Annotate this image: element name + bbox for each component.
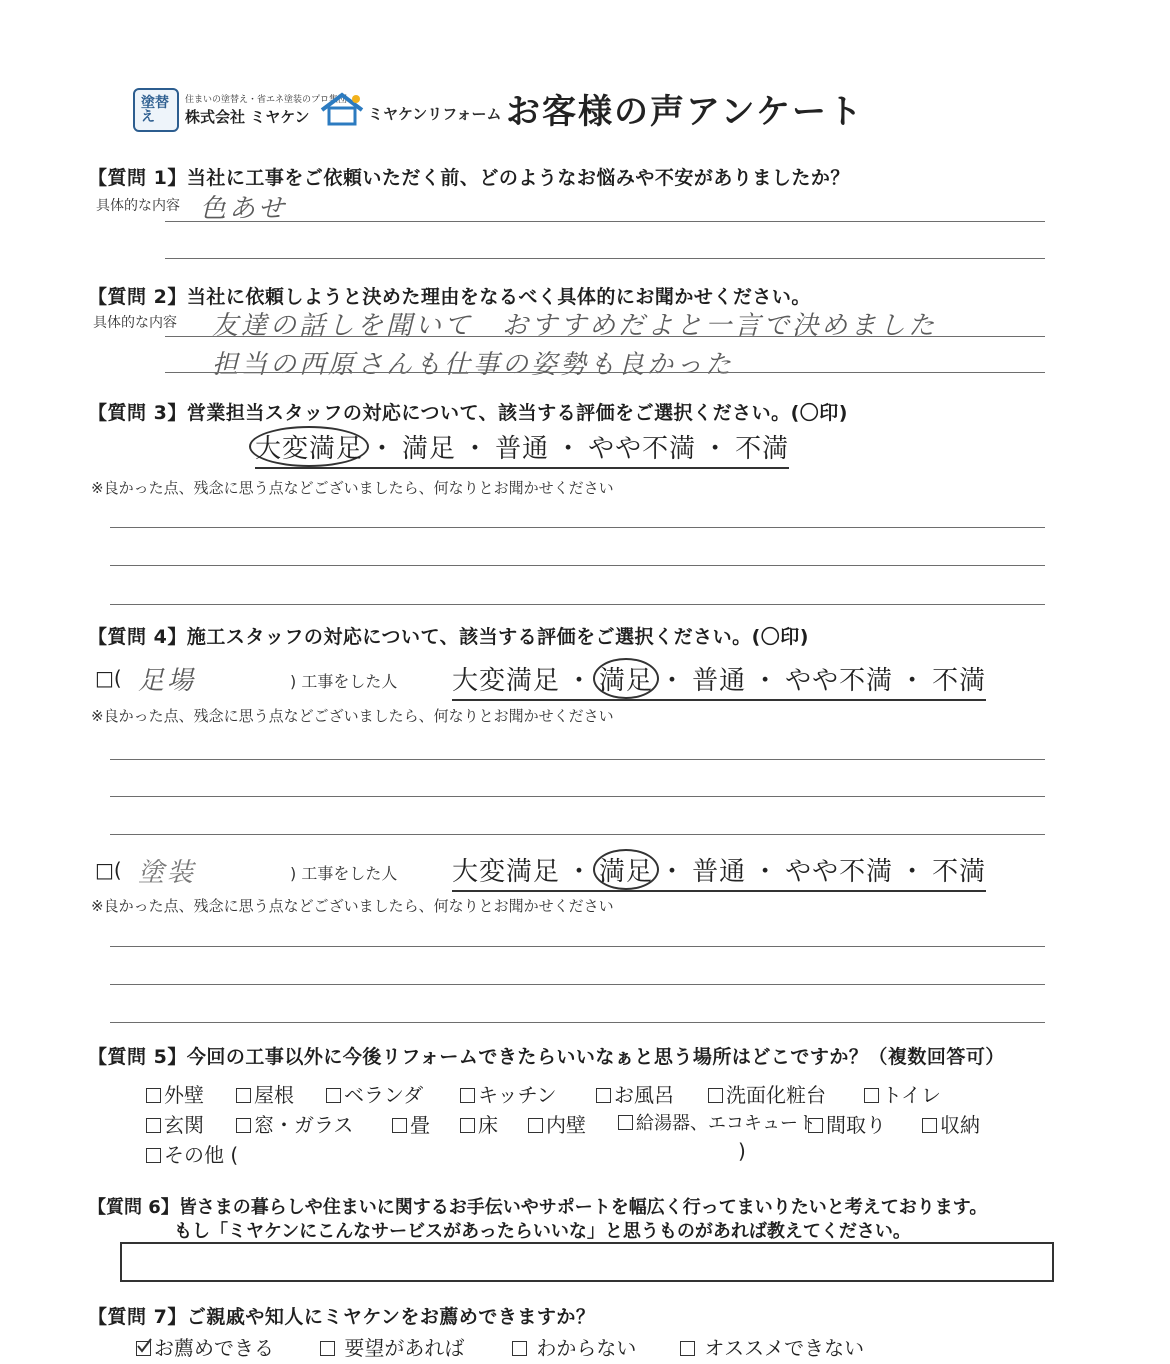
checkbox[interactable] (236, 1118, 251, 1133)
q3-rating-neutral[interactable]: 普通 (495, 434, 550, 464)
q5-option-kitchen[interactable]: キッチン (460, 1079, 557, 1108)
q5-option-vanity[interactable]: 洗面化粧台 (708, 1079, 826, 1108)
q4-entry-2-comment-prompt: ※良かった点、残念に思う点などございましたら、何なりとお聞かせください (91, 897, 614, 915)
checkbox[interactable] (512, 1341, 527, 1356)
q3-comment-line (110, 565, 1045, 566)
company-name: 株式会社 ミヤケン (185, 108, 310, 126)
miyaken-logo-mark: 塗替え (133, 88, 179, 132)
q4-comment-line (110, 759, 1045, 760)
q7-option-if-requested[interactable]: 要望があれば (320, 1332, 464, 1361)
question-2-label: 【質問 2】当社に依頼しようと決めた理由をなるべく具体的にお聞かせください。 (88, 286, 811, 308)
checkbox[interactable] (618, 1115, 633, 1130)
q4-comment-line (110, 1022, 1045, 1023)
q4-entry-1-rating-neutral[interactable]: 普通 (692, 666, 747, 696)
checkbox[interactable] (864, 1088, 879, 1103)
question-5-label: 【質問 5】今回の工事以外に今後リフォームできたらいいなぁと思う場所はどこですか？（複数回答可） (88, 1046, 1005, 1068)
q3-rating-scale: 大変満足 ・ 満足 ・ 普通 ・ やや不満 ・ 不満 (255, 428, 789, 469)
checkbox[interactable] (326, 1088, 341, 1103)
checkbox[interactable] (528, 1118, 543, 1133)
checkbox[interactable] (146, 1118, 161, 1133)
q4-entry-1-suffix: ) 工事をした人 (290, 672, 398, 691)
q3-comment-line (110, 527, 1045, 528)
checkbox[interactable] (146, 1088, 161, 1103)
question-4-label: 【質問 4】施工スタッフの対応について、該当する評価をご選択ください。(〇印) (88, 626, 809, 648)
q1-answer-line (165, 221, 1045, 222)
q5-other-close: ) (738, 1139, 746, 1163)
q3-comment-prompt: ※良かった点、残念に思う点などございましたら、何なりとお聞かせください (91, 479, 614, 497)
q4-entry-1-rating-somewhat-dissatisfied[interactable]: やや不満 (785, 666, 894, 696)
q4-entry-2-rating-satisfied[interactable]: 満足 (593, 849, 659, 890)
q2-detail-label: 具体的な内容 (93, 315, 177, 331)
q4-entry-1-prefix: □( (95, 666, 122, 690)
checkbox[interactable] (460, 1088, 475, 1103)
q7-option-cannot-recommend[interactable]: オススメできない (680, 1332, 864, 1361)
question-3-label: 【質問 3】営業担当スタッフの対応について、該当する評価をご選択ください。(〇印) (88, 402, 848, 424)
q4-entry-2-rating-scale: 大変満足 ・ 満足 ・ 普通 ・ やや不満 ・ 不満 (452, 851, 986, 892)
q5-option-other[interactable]: その他 ( (146, 1139, 238, 1168)
q4-comment-line (110, 796, 1045, 797)
q1-answer-line (165, 258, 1045, 259)
reform-brand: ミヤケンリフォーム (368, 105, 502, 123)
question-6-label-line-2: もし「ミヤケンにこんなサービスがあったらいいな」と思うものがあれば教えてください。 (174, 1221, 911, 1242)
q5-option-roof[interactable]: 屋根 (236, 1079, 294, 1108)
q5-option-interior-wall[interactable]: 内壁 (528, 1109, 586, 1138)
q5-option-bath[interactable]: お風呂 (596, 1079, 674, 1108)
q3-rating-satisfied[interactable]: 満足 (402, 434, 457, 464)
q5-option-exterior-wall[interactable]: 外壁 (146, 1079, 204, 1108)
checkbox[interactable] (460, 1118, 475, 1133)
house-icon (320, 92, 364, 126)
q5-option-entrance[interactable]: 玄関 (146, 1109, 204, 1138)
q4-entry-1-rating-scale: 大変満足 ・ 満足 ・ 普通 ・ やや不満 ・ 不満 (452, 660, 986, 701)
q4-entry-1-rating-very-satisfied[interactable]: 大変満足 (452, 666, 561, 696)
page-title: お客様の声アンケート (506, 92, 864, 132)
q4-entry-1-comment-prompt: ※良かった点、残念に思う点などございましたら、何なりとお聞かせください (91, 707, 614, 725)
checkbox[interactable] (708, 1088, 723, 1103)
q4-entry-2-rating-somewhat-dissatisfied[interactable]: やや不満 (785, 857, 894, 887)
q7-option-not-sure[interactable]: わからない (512, 1332, 636, 1361)
checkbox[interactable] (236, 1088, 251, 1103)
q5-option-floor-plan[interactable]: 間取り (808, 1109, 886, 1138)
q5-option-floor[interactable]: 床 (460, 1109, 498, 1138)
q3-rating-very-satisfied[interactable]: 大変満足 (249, 426, 369, 467)
q4-comment-line (110, 984, 1045, 985)
q5-option-water-heater[interactable]: 給湯器、エコキュート (618, 1109, 816, 1135)
question-6-label-line-1: 【質問 6】皆さまの暮らしや住まいに関するお手伝いやサポートを幅広く行ってまいりたいと考えております。 (88, 1197, 988, 1218)
question-7-label: 【質問 7】ご親戚や知人にミヤケンをお薦めできますか？ (88, 1306, 596, 1328)
checkbox[interactable] (680, 1341, 695, 1356)
company-tagline: 住まいの塗替え・省エネ塗装のプロ集団 (185, 95, 348, 105)
q4-entry-2-rating-dissatisfied[interactable]: 不満 (932, 857, 987, 887)
q4-entry-2-rating-very-satisfied[interactable]: 大変満足 (452, 857, 561, 887)
checkbox[interactable] (596, 1088, 611, 1103)
q5-option-toilet[interactable]: トイレ (864, 1079, 941, 1108)
q4-entry-2-suffix: ) 工事をした人 (290, 864, 398, 883)
q5-option-storage[interactable]: 収納 (922, 1109, 980, 1138)
checkbox[interactable] (808, 1118, 823, 1133)
q5-option-tatami[interactable]: 畳 (392, 1109, 430, 1138)
q2-answer-line (165, 372, 1045, 373)
q4-entry-2-work[interactable]: 塗装 (138, 858, 197, 888)
q5-option-veranda[interactable]: ベランダ (326, 1079, 423, 1108)
q4-entry-1-rating-satisfied[interactable]: 満足 (593, 658, 659, 699)
q2-answer-line (165, 336, 1045, 337)
q3-rating-dissatisfied[interactable]: 不満 (735, 434, 790, 464)
q1-detail-label: 具体的な内容 (96, 198, 180, 214)
checkbox[interactable] (392, 1118, 407, 1133)
question-1-label: 【質問 1】当社に工事をご依頼いただく前、どのようなお悩みや不安がありましたか？ (88, 167, 850, 189)
checkbox[interactable] (146, 1148, 161, 1163)
checkbox[interactable] (320, 1341, 335, 1356)
q4-entry-1-work[interactable]: 足場 (138, 666, 197, 696)
check-icon (136, 1338, 152, 1354)
q4-entry-2-rating-neutral[interactable]: 普通 (692, 857, 747, 887)
q4-comment-line (110, 946, 1045, 947)
q2-answer-line-1[interactable]: 友達の話しを聞いて おすすめだよと一言で決めました (212, 311, 938, 341)
q5-option-window-glass[interactable]: 窓・ガラス (236, 1109, 353, 1138)
q3-comment-line (110, 604, 1045, 605)
q3-rating-somewhat-dissatisfied[interactable]: やや不満 (588, 434, 697, 464)
q4-comment-line (110, 834, 1045, 835)
q6-answer-box[interactable] (120, 1242, 1054, 1282)
q7-option-recommend[interactable]: お薦めできる (136, 1332, 274, 1361)
q1-answer[interactable]: 色あせ (200, 194, 288, 224)
checkbox[interactable] (922, 1118, 937, 1133)
q4-entry-2-prefix: □( (95, 858, 122, 882)
checkbox-checked[interactable] (136, 1341, 151, 1356)
q2-answer-line-2[interactable]: 担当の西原さんも仕事の姿勢も良かった (212, 350, 735, 380)
q4-entry-1-rating-dissatisfied[interactable]: 不満 (932, 666, 987, 696)
